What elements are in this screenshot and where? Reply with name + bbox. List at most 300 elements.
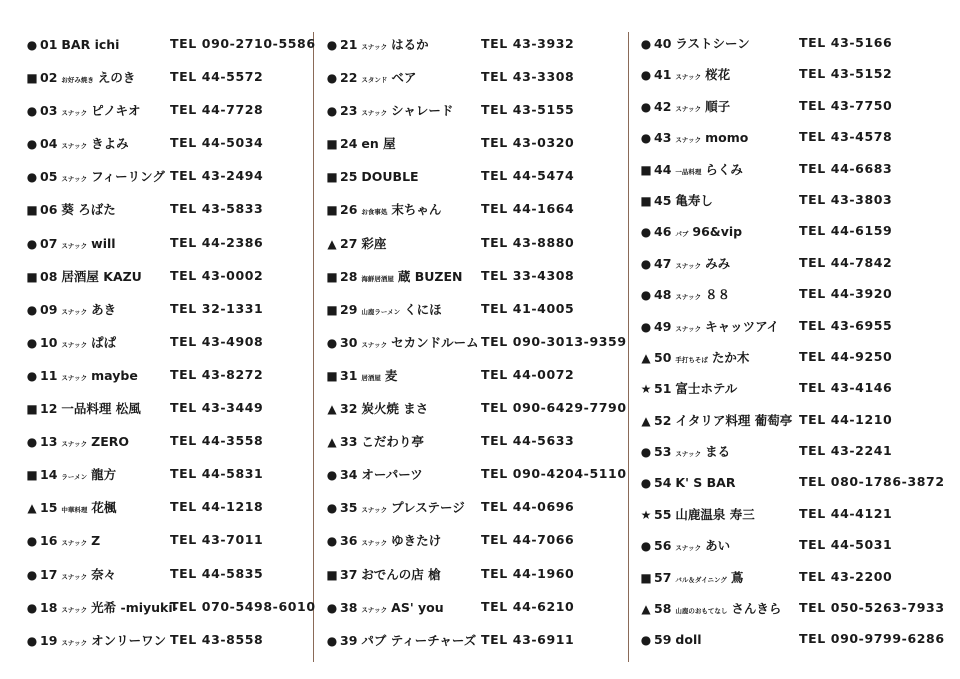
entry-phone: TEL 44-0696 (481, 499, 575, 515)
category-marker-icon: ● (326, 71, 338, 86)
category-marker-icon: ● (26, 435, 38, 450)
entry-name: 葵 ろばた (61, 202, 116, 218)
directory-entry (326, 192, 622, 225)
category-marker-icon: ▲ (327, 236, 337, 251)
category-marker-icon: ● (26, 104, 38, 119)
entry-name: オーパーツ (361, 467, 423, 483)
directory-entry (640, 404, 940, 435)
entry-phone: TEL 44-5572 (170, 69, 264, 85)
directory-entry (640, 435, 940, 466)
entry-name: セカンドルーム (391, 334, 479, 350)
category-marker-icon: ● (326, 633, 338, 648)
directory-entry (640, 90, 940, 121)
category-marker-icon: ● (640, 256, 652, 271)
category-marker-icon: ● (326, 501, 338, 516)
directory-entry (326, 226, 622, 259)
entry-name: たか木 (711, 349, 750, 365)
entry-name: イタリア料理 葡萄亭 (675, 412, 793, 428)
category-marker-icon: ● (26, 567, 38, 582)
entry-name: あい (705, 538, 731, 554)
directory-entry (326, 93, 622, 126)
entry-phone: TEL 43-7750 (799, 97, 893, 113)
entry-phone: TEL 43-5155 (481, 102, 575, 118)
entry-category-label: 海鮮居酒屋 (361, 274, 394, 283)
entry-phone: TEL 44-1960 (481, 565, 575, 581)
entry-phone: TEL 090-2710-5586 (170, 36, 316, 51)
entry-number: 17 (40, 566, 58, 582)
entry-phone: TEL 44-1218 (170, 499, 264, 515)
directory-entry (326, 523, 622, 556)
entry-phone: TEL 43-4908 (170, 333, 264, 349)
entry-category-label: 中華料理 (61, 506, 88, 515)
category-marker-icon: ● (640, 633, 652, 648)
category-marker-icon: ■ (326, 302, 338, 317)
entry-phone: TEL 44-4121 (799, 505, 893, 521)
entry-number: 51 (654, 381, 672, 397)
directory-entry (640, 153, 940, 184)
category-marker-icon: ● (640, 37, 652, 51)
directory-entry (326, 126, 622, 159)
entry-number: 50 (654, 349, 672, 365)
entry-number: 47 (654, 255, 672, 271)
entry-name: らくみ (705, 161, 743, 177)
entry-category-label: スナック (361, 605, 388, 614)
entry-category-label: スナック (61, 175, 88, 184)
category-marker-icon: ● (326, 468, 338, 483)
category-marker-icon: ▲ (327, 435, 337, 450)
entry-number: 59 (654, 632, 672, 648)
entry-phone: TEL 43-2494 (170, 168, 264, 184)
entry-phone: TEL 050-5263-7933 (799, 600, 945, 616)
entry-name: 富士ホテル (675, 381, 738, 397)
entry-phone: TEL 43-0320 (481, 135, 575, 151)
category-marker-icon: ★ (640, 382, 652, 397)
entry-name: シャレード (391, 103, 454, 119)
entry-number: 02 (40, 70, 58, 86)
directory-entry (640, 247, 940, 278)
entry-phone: TEL 44-0072 (481, 366, 575, 382)
directory-entry (326, 590, 622, 623)
category-marker-icon: ● (640, 445, 652, 460)
entry-number: 40 (654, 36, 672, 51)
directory-entry (640, 58, 940, 89)
entry-name: パブ ティーチャーズ (361, 632, 477, 648)
category-marker-icon: ● (26, 534, 38, 549)
entry-category-label: スナック (61, 539, 88, 548)
entry-name: はるか (391, 37, 429, 52)
entry-category-label: お食事処 (361, 208, 388, 217)
entry-phone: TEL 43-7011 (170, 532, 264, 548)
category-marker-icon: ▲ (641, 602, 651, 617)
entry-number: 08 (40, 268, 58, 284)
entry-name: 末ちゃん (391, 202, 442, 218)
entry-phone: TEL 44-5034 (170, 135, 264, 151)
entry-phone: TEL 43-3449 (170, 400, 264, 416)
entry-number: 25 (340, 169, 358, 185)
directory-entry (26, 557, 311, 590)
entry-phone: TEL 44-5835 (170, 565, 264, 581)
category-marker-icon: ■ (640, 162, 652, 177)
directory-entry (640, 372, 940, 403)
entry-name: ラストシーン (675, 36, 750, 51)
category-marker-icon: ■ (26, 71, 38, 86)
entry-category-label: スナック (361, 340, 388, 349)
entry-category-label: スナック (675, 450, 702, 459)
entry-name: ピノキオ (91, 103, 141, 119)
entry-number: 32 (340, 401, 358, 417)
category-marker-icon: ■ (640, 193, 652, 208)
entry-name: ８８ (705, 287, 731, 303)
directory-entry (26, 60, 311, 93)
entry-number: 18 (40, 599, 58, 615)
entry-phone: TEL 43-3308 (481, 69, 575, 85)
directory-entry (26, 27, 316, 60)
directory-entry (26, 358, 311, 391)
entry-name: momo (705, 130, 749, 146)
entry-number: 10 (40, 334, 58, 350)
directory-entry (326, 490, 622, 523)
category-marker-icon: ● (26, 170, 38, 185)
column-divider (313, 32, 314, 662)
entry-number: 33 (340, 434, 358, 450)
entry-phone: TEL 44-5031 (799, 537, 893, 553)
entry-category-label: スナック (675, 136, 702, 145)
entry-number: 16 (40, 533, 58, 549)
entry-category-label: 一品料理 (675, 167, 702, 176)
entry-number: 28 (340, 268, 358, 284)
directory-entry (26, 226, 311, 259)
category-marker-icon: ● (26, 335, 38, 350)
directory-entry (326, 60, 622, 93)
entry-name: 山鹿温泉 寿三 (675, 506, 755, 522)
entry-number: 58 (654, 601, 672, 617)
entry-category-label: スナック (61, 109, 88, 118)
category-marker-icon: ● (640, 225, 652, 240)
category-marker-icon: ● (640, 131, 652, 146)
entry-category-label: スナック (61, 605, 88, 614)
category-marker-icon: ▲ (641, 413, 651, 428)
entry-phone: TEL 44-3920 (799, 286, 893, 302)
category-marker-icon: ▲ (327, 402, 337, 417)
category-marker-icon: ● (326, 534, 338, 549)
entry-number: 06 (40, 202, 58, 218)
entry-number: 54 (654, 475, 672, 491)
entry-category-label: スナック (61, 142, 88, 151)
directory-entry (326, 159, 622, 192)
category-marker-icon: ● (26, 633, 38, 648)
directory-entry (326, 27, 622, 60)
entry-phone: TEL 44-6683 (799, 160, 893, 176)
category-marker-icon: ■ (326, 203, 338, 218)
directory-entry (26, 391, 311, 424)
directory-column-3 (640, 27, 945, 655)
entry-number: 13 (40, 434, 58, 450)
entry-phone: TEL 43-5166 (799, 35, 893, 50)
directory-entry (26, 259, 311, 292)
entry-category-label: スナック (61, 440, 88, 449)
directory-entry (26, 623, 311, 656)
directory-entry (326, 292, 622, 325)
entry-name: ゆきたけ (391, 533, 442, 549)
category-marker-icon: ● (26, 302, 38, 317)
directory-entry (326, 358, 622, 391)
entry-number: 01 (40, 37, 58, 52)
directory-entry (640, 27, 940, 58)
column-divider (628, 32, 629, 662)
entry-phone: TEL 44-2386 (170, 234, 264, 250)
entry-name: ぱぱ (91, 334, 117, 350)
entry-name: 麦 (384, 367, 398, 383)
entry-number: 44 (654, 161, 672, 177)
entry-phone: TEL 32-1331 (170, 300, 264, 316)
entry-number: 22 (340, 70, 358, 86)
entry-name: maybe (91, 367, 138, 383)
entry-number: 34 (340, 467, 358, 483)
directory-entry (326, 325, 627, 358)
entry-phone: TEL 43-4146 (799, 380, 893, 396)
entry-number: 03 (40, 103, 58, 119)
entry-name: 奈々 (91, 566, 117, 582)
directory-entry (26, 292, 311, 325)
entry-number: 12 (40, 401, 58, 417)
entry-phone: TEL 090-3013-9359 (481, 333, 627, 349)
entry-name: まる (705, 444, 731, 460)
entry-name: BAR ichi (61, 37, 120, 52)
category-marker-icon: ● (640, 476, 652, 491)
entry-number: 24 (340, 136, 358, 152)
entry-number: 56 (654, 538, 672, 554)
entry-phone: TEL 43-5833 (170, 201, 264, 217)
entry-name: キャッツアイ (705, 318, 780, 334)
entry-number: 53 (654, 444, 672, 460)
category-marker-icon: ● (640, 288, 652, 303)
category-marker-icon: ● (26, 600, 38, 615)
entry-phone: TEL 080-1786-3872 (799, 474, 945, 490)
entry-category-label: スナック (361, 43, 388, 51)
category-marker-icon: ● (326, 335, 338, 350)
entry-number: 39 (340, 632, 358, 648)
entry-phone: TEL 44-5633 (481, 433, 575, 449)
entry-number: 42 (654, 98, 672, 114)
entry-phone: TEL 41-4005 (481, 300, 575, 316)
entry-phone: TEL 44-1210 (799, 411, 893, 427)
directory-entry (26, 457, 311, 490)
directory-entry (640, 623, 945, 654)
directory-entry (326, 391, 627, 424)
entry-number: 26 (340, 202, 358, 218)
directory-entry (640, 592, 945, 623)
entry-category-label: スナック (61, 572, 88, 581)
entry-number: 49 (654, 318, 672, 334)
category-marker-icon: ● (640, 99, 652, 114)
entry-number: 31 (340, 367, 358, 383)
entry-name: 蔦 (730, 569, 744, 585)
category-marker-icon: ● (26, 38, 38, 52)
directory-entry (26, 325, 311, 358)
category-marker-icon: ■ (26, 402, 38, 417)
entry-number: 41 (654, 67, 672, 83)
entry-name: DOUBLE (361, 169, 419, 185)
category-marker-icon: ■ (326, 269, 338, 284)
entry-number: 21 (340, 37, 358, 52)
entry-category-label: スナック (675, 293, 702, 302)
entry-phone: TEL 43-6955 (799, 317, 893, 333)
entry-number: 23 (340, 103, 358, 119)
entry-number: 55 (654, 506, 672, 522)
entry-name: プレステージ (391, 500, 465, 516)
entry-name: 桜花 (705, 67, 731, 83)
entry-name: Z (91, 533, 101, 549)
entry-name: 炭火焼 まさ (361, 401, 429, 417)
entry-phone: TEL 090-4204-5110 (481, 466, 627, 482)
entry-name: フィーリング (91, 169, 165, 185)
entry-name: will (91, 235, 116, 251)
entry-number: 04 (40, 136, 58, 152)
entry-name: 光希 -miyuki- (91, 599, 178, 615)
entry-number: 57 (654, 569, 672, 585)
entry-number: 48 (654, 287, 672, 303)
directory-entry (26, 590, 316, 623)
entry-phone: TEL 43-3932 (481, 36, 575, 51)
entry-category-label: 山鹿ラーメン (361, 307, 401, 316)
directory-entry (26, 523, 311, 556)
entry-number: 46 (654, 224, 672, 240)
entry-phone: TEL 44-7728 (170, 102, 264, 118)
entry-phone: TEL 44-3558 (170, 433, 264, 449)
category-marker-icon: ★ (640, 507, 652, 522)
directory-entry (640, 278, 940, 309)
entry-number: 15 (40, 500, 58, 516)
category-marker-icon: ■ (326, 170, 338, 185)
directory-entry (326, 457, 627, 490)
entry-name: あき (91, 301, 117, 317)
entry-name: K' S BAR (675, 475, 736, 491)
entry-phone: TEL 43-0002 (170, 267, 264, 283)
entry-category-label: スナック (675, 104, 702, 113)
entry-name: 一品料理 松風 (61, 401, 141, 417)
entry-phone: TEL 43-3803 (799, 191, 893, 207)
entry-number: 29 (340, 301, 358, 317)
entry-category-label: バル＆ダイニング (675, 575, 727, 584)
entry-phone: TEL 43-5152 (799, 66, 893, 82)
entry-phone: TEL 44-7066 (481, 532, 575, 548)
entry-category-label: スナック (361, 539, 388, 548)
entry-name: en 屋 (361, 136, 396, 152)
directory-entry (326, 259, 622, 292)
entry-name: 花楓 (91, 500, 117, 516)
entry-phone: TEL 43-6911 (481, 631, 575, 647)
directory-entry (26, 93, 311, 126)
entry-name: オンリーワン (91, 632, 167, 648)
entry-number: 35 (340, 500, 358, 516)
entry-name: くにほ (404, 301, 442, 317)
entry-phone: TEL 43-2200 (799, 568, 893, 584)
directory-entry (26, 490, 311, 523)
entry-name: ZERO (91, 434, 130, 450)
entry-name: 蔵 BUZEN (397, 268, 463, 284)
entry-phone: TEL 44-7842 (799, 254, 893, 270)
directory-entry (26, 126, 311, 159)
entry-category-label: スナック (61, 307, 88, 316)
entry-category-label: スナック (675, 544, 702, 553)
entry-phone: TEL 070-5498-6010 (170, 598, 316, 614)
entry-category-label: 居酒屋 (361, 373, 381, 382)
entry-category-label: お好み焼き (61, 76, 94, 85)
entry-phone: TEL 43-2241 (799, 443, 893, 459)
entry-phone: TEL 44-1664 (481, 201, 575, 217)
entry-phone: TEL 43-8558 (170, 631, 264, 647)
entry-name: 順子 (705, 98, 731, 114)
directory-entry (640, 215, 940, 246)
directory-entry (640, 466, 945, 497)
directory-entry (640, 498, 940, 529)
entry-phone: TEL 43-4578 (799, 129, 893, 145)
entry-name: 龍方 (91, 467, 117, 483)
entry-category-label: スナック (61, 241, 88, 250)
entry-number: 07 (40, 235, 58, 251)
entry-number: 11 (40, 367, 58, 383)
entry-category-label: スナック (61, 638, 88, 647)
directory-entry (640, 121, 940, 152)
entry-category-label: ラーメン (61, 473, 88, 482)
directory-entry (326, 557, 622, 590)
category-marker-icon: ■ (26, 203, 38, 218)
entry-name: ベア (391, 70, 417, 86)
category-marker-icon: ● (640, 319, 652, 334)
entry-number: 05 (40, 169, 58, 185)
category-marker-icon: ● (640, 68, 652, 83)
entry-number: 52 (654, 412, 672, 428)
entry-category-label: スナック (675, 261, 702, 270)
entry-category-label: スナック (675, 324, 702, 333)
entry-number: 30 (340, 334, 358, 350)
entry-name: きよみ (91, 136, 129, 152)
entry-name: 彩座 (361, 235, 387, 251)
directory-column-2 (326, 27, 627, 656)
category-marker-icon: ● (26, 137, 38, 152)
entry-number: 14 (40, 467, 58, 483)
directory-entry (26, 192, 311, 225)
entry-name: おでんの店 槍 (361, 566, 441, 582)
entry-name: 居酒屋 KAZU (61, 268, 142, 284)
category-marker-icon: ● (640, 539, 652, 554)
entry-phone: TEL 43-8880 (481, 234, 575, 250)
entry-phone: TEL 44-5831 (170, 466, 264, 482)
entry-category-label: スタンド (361, 76, 388, 85)
entry-phone: TEL 44-6159 (799, 223, 893, 239)
category-marker-icon: ● (26, 368, 38, 383)
category-marker-icon: ■ (326, 567, 338, 582)
directory-entry (640, 184, 940, 215)
category-marker-icon: ▲ (27, 501, 37, 516)
entry-phone: TEL 44-9250 (799, 348, 893, 364)
entry-category-label: 手打ちそば (675, 355, 708, 364)
category-marker-icon: ▲ (641, 350, 651, 365)
entry-category-label: 山鹿のおもてなし (675, 607, 728, 616)
entry-name: みみ (705, 255, 731, 271)
entry-category-label: スナック (61, 340, 88, 349)
directory-entry (640, 341, 940, 372)
directory-entry (640, 310, 940, 341)
category-marker-icon: ■ (640, 570, 652, 585)
entry-phone: TEL 44-6210 (481, 598, 575, 614)
entry-phone: TEL 33-4308 (481, 267, 575, 283)
entry-name: AS' you (391, 599, 444, 615)
entry-number: 43 (654, 130, 672, 146)
entry-name: こだわり亭 (361, 434, 424, 450)
category-marker-icon: ■ (26, 468, 38, 483)
category-marker-icon: ● (326, 38, 338, 52)
